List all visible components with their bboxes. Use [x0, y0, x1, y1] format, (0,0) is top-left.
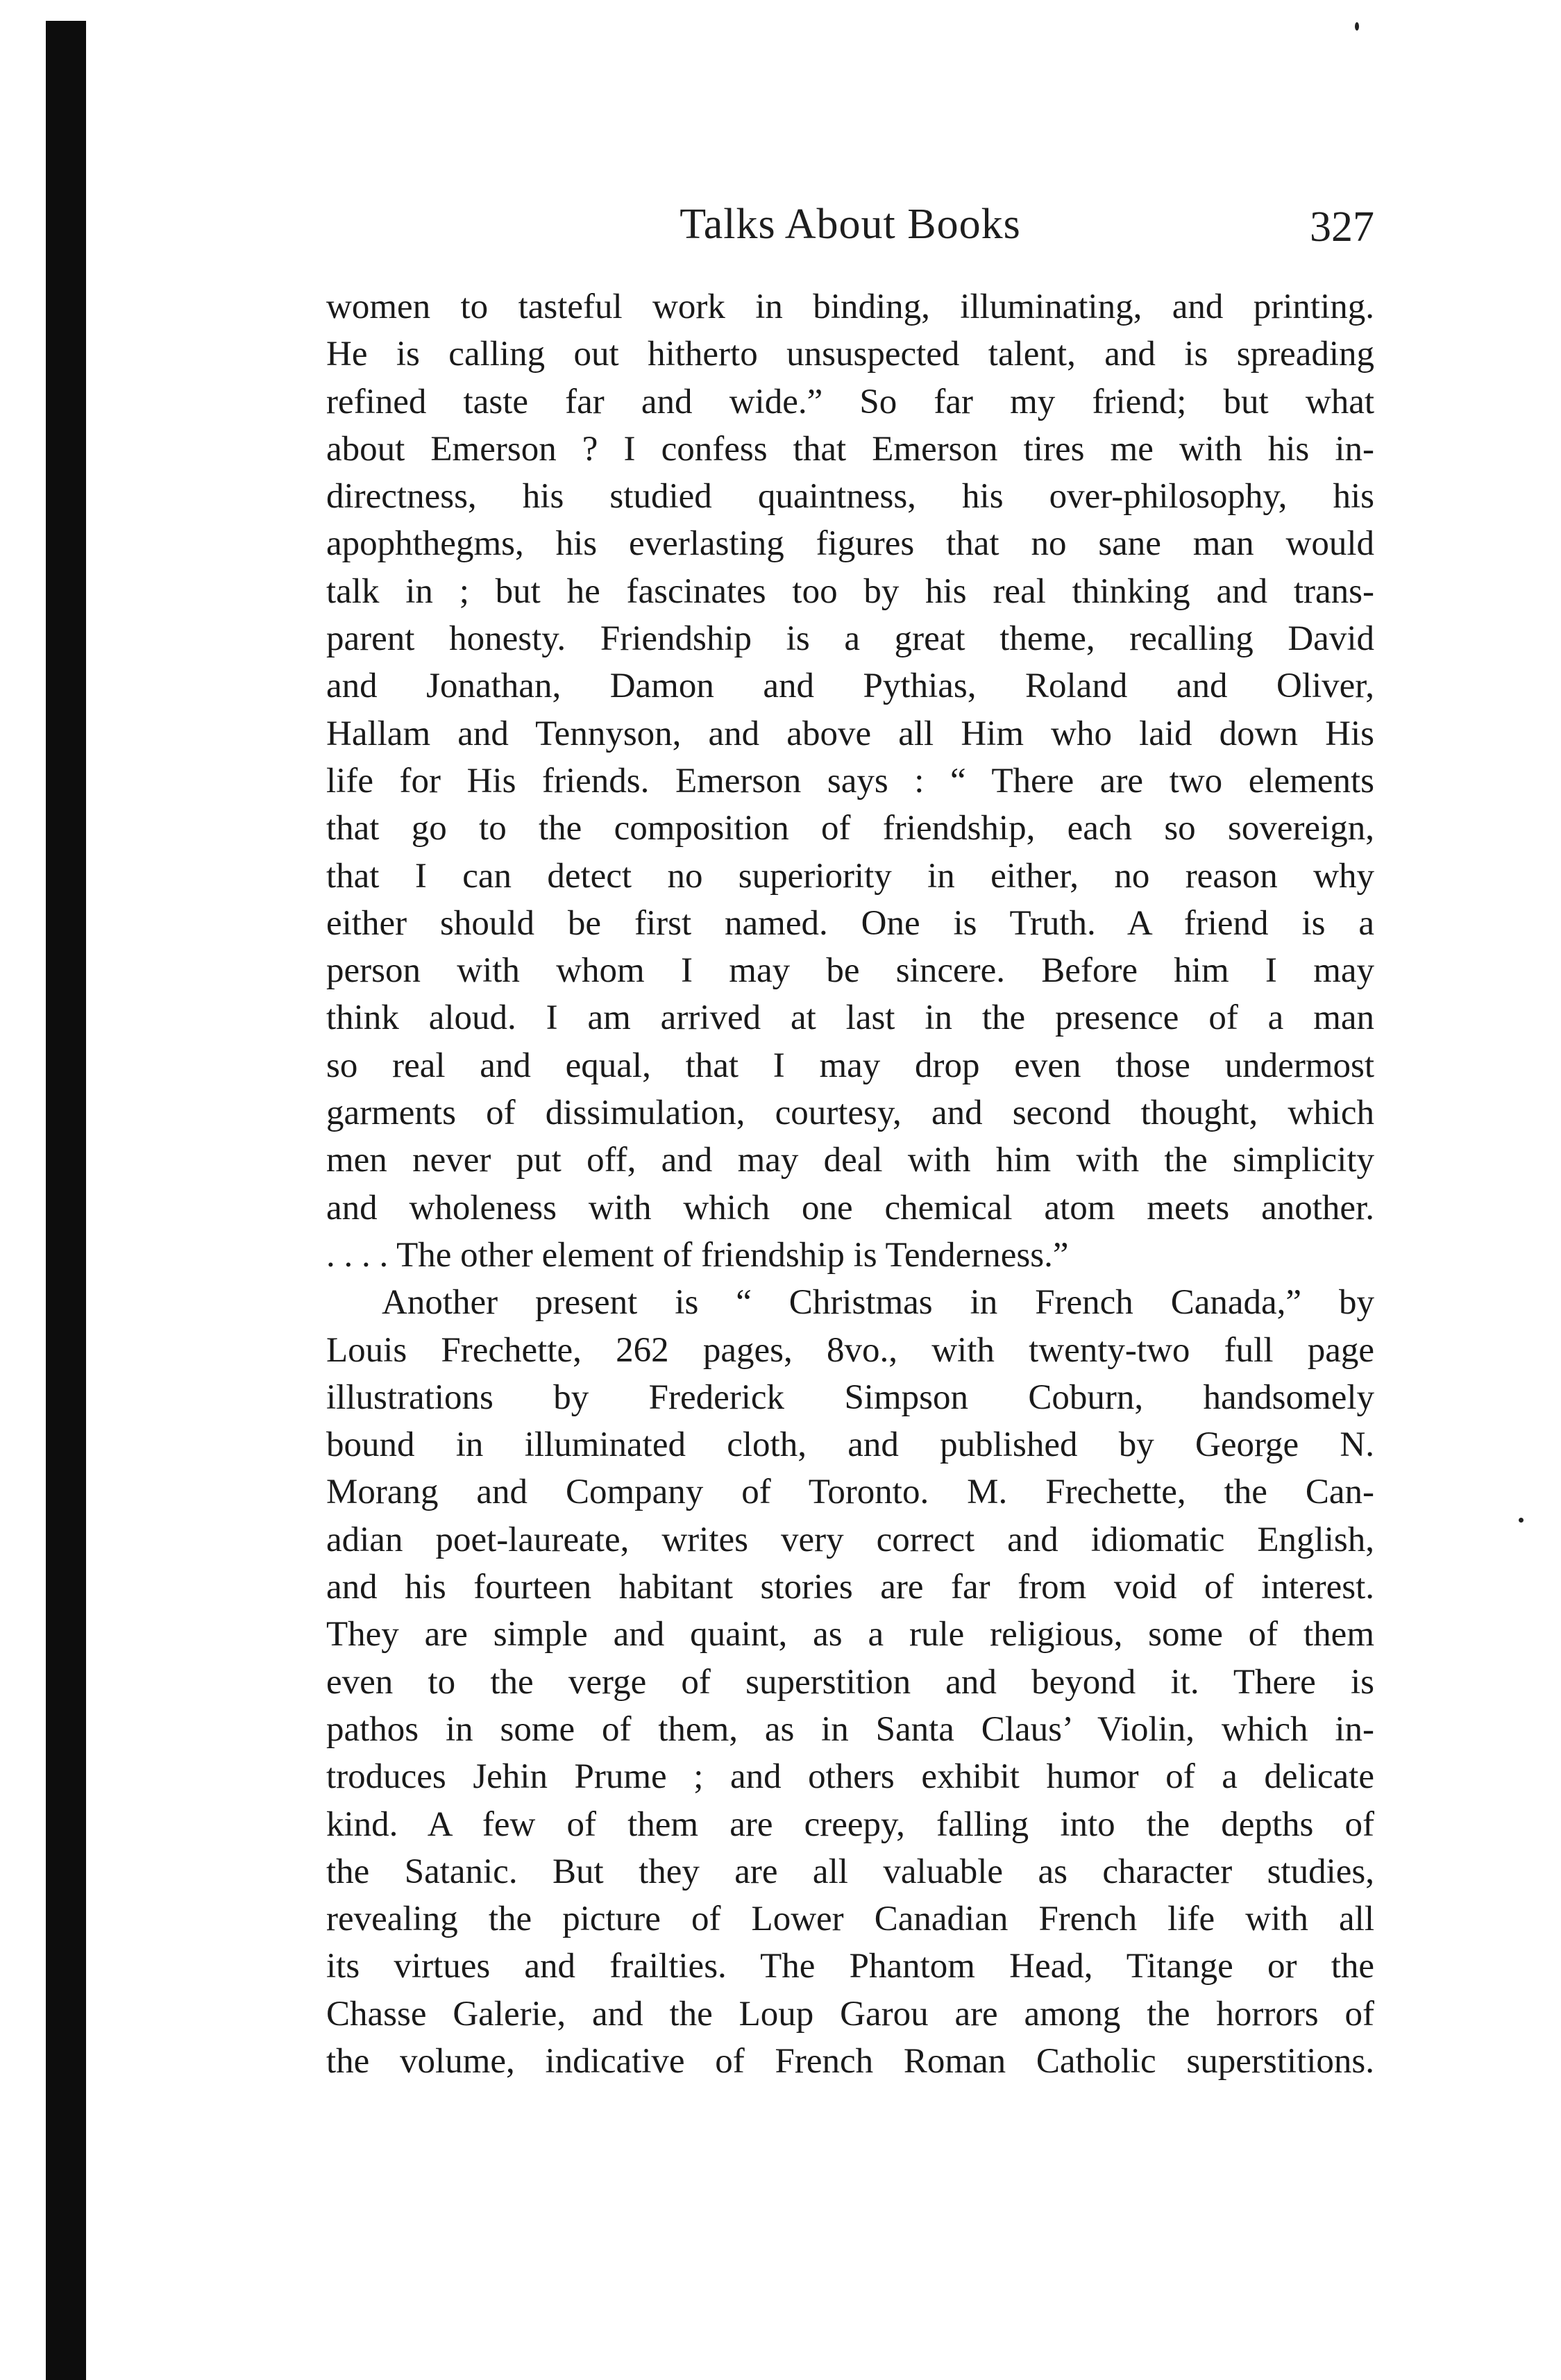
text-line: garments of dissimulation, courtesy, and second thought, which — [326, 1093, 1374, 1133]
text-line: . . . . The other element of friendship is Tenderness.” — [326, 1235, 1069, 1275]
text-line: They are simple and quaint, as a rule religious, some of them — [326, 1615, 1374, 1654]
text-line: revealing the picture of Lower Canadian French life with all — [326, 1900, 1374, 1939]
page-number: 327 — [1310, 203, 1374, 251]
running-head-title: Talks About Books — [680, 201, 1021, 248]
text-line: apophthegms, his everlasting figures that no sane man would — [326, 524, 1374, 564]
text-line: refined taste far and wide.” So far my friend; but what — [326, 382, 1374, 421]
text-line: kind. A few of them are creepy, falling into the depths of — [326, 1804, 1374, 1844]
text-line: pathos in some of them, as in Santa Claus’ Violin, which in- — [326, 1709, 1374, 1749]
running-head — [326, 187, 1374, 271]
text-line: think aloud. I am arrived at last in the presence of a man — [326, 998, 1374, 1038]
text-line: the volume, indicative of French Roman Catholic superstitions. — [326, 2041, 1374, 2081]
text-line: directness, his studied quaintness, his over-philosophy, his — [326, 477, 1374, 517]
page-binding-shadow — [46, 21, 86, 2380]
body-text — [326, 283, 1374, 2085]
text-line: person with whom I may be sincere. Before him I may — [326, 951, 1374, 991]
text-line: so real and equal, that I may drop even those undermost — [326, 1046, 1374, 1085]
text-line: life for His friends. Emerson says : “ There are two elements — [326, 761, 1374, 801]
text-line: that I can detect no superiority in either, no reason why — [326, 856, 1374, 896]
text-line: troduces Jehin Prume ; and others exhibit humor of a delicate — [326, 1757, 1374, 1797]
text-line: Morang and Company of Toronto. M. Frechette, the Can- — [326, 1473, 1374, 1512]
text-line: talk in ; but he fascinates too by his real thinking and trans- — [326, 571, 1374, 611]
text-line: even to the verge of superstition and beyond it. There is — [326, 1662, 1374, 1702]
text-line: illustrations by Frederick Simpson Coburn, handsomely — [326, 1377, 1374, 1417]
text-line: and Jonathan, Damon and Pythias, Roland and Oliver, — [326, 667, 1374, 706]
text-line: He is calling out hitherto unsuspected talent, and is spreading — [326, 335, 1374, 374]
text-line: Chasse Galerie, and the Loup Garou are among the horrors of — [326, 1994, 1374, 2034]
text-line: bound in illuminated cloth, and published by George N. — [326, 1425, 1374, 1465]
text-line: either should be first named. One is Truth. A friend is a — [326, 903, 1374, 943]
text-line: and wholeness with which one chemical atom meets another. — [326, 1188, 1374, 1227]
text-line: men never put off, and may deal with him with the simplicity — [326, 1141, 1374, 1180]
text-line: about Emerson ? I confess that Emerson tires me with his in- — [326, 429, 1374, 469]
text-line: and his fourteen habitant stories are far from void of interest. — [326, 1568, 1374, 1607]
text-line: women to tasteful work in binding, illuminating, and printing. — [326, 287, 1374, 326]
text-line: its virtues and frailties. The Phantom Head, Titange or the — [326, 1947, 1374, 1986]
binding-notch — [86, 42, 93, 305]
text-line: Louis Frechette, 262 pages, 8vo., with twenty-two full page — [326, 1330, 1374, 1370]
binding-notch — [86, 1555, 93, 1708]
paragraph-start-line: Another present is “ Christmas in French Canada,” by — [382, 1283, 1374, 1323]
scan-speck — [1519, 1518, 1524, 1523]
text-line: adian poet-laureate, writes very correct and idiomatic English, — [326, 1520, 1374, 1559]
scan-speck — [1355, 22, 1359, 31]
text-line: Hallam and Tennyson, and above all Him who laid down His — [326, 714, 1374, 753]
binding-notch — [86, 2013, 93, 2222]
text-line: that go to the composition of friendship, each so sovereign, — [326, 809, 1374, 848]
text-line: parent honesty. Friendship is a great theme, recalling David — [326, 619, 1374, 659]
text-line: the Satanic. But they are all valuable as character studies, — [326, 1852, 1374, 1891]
